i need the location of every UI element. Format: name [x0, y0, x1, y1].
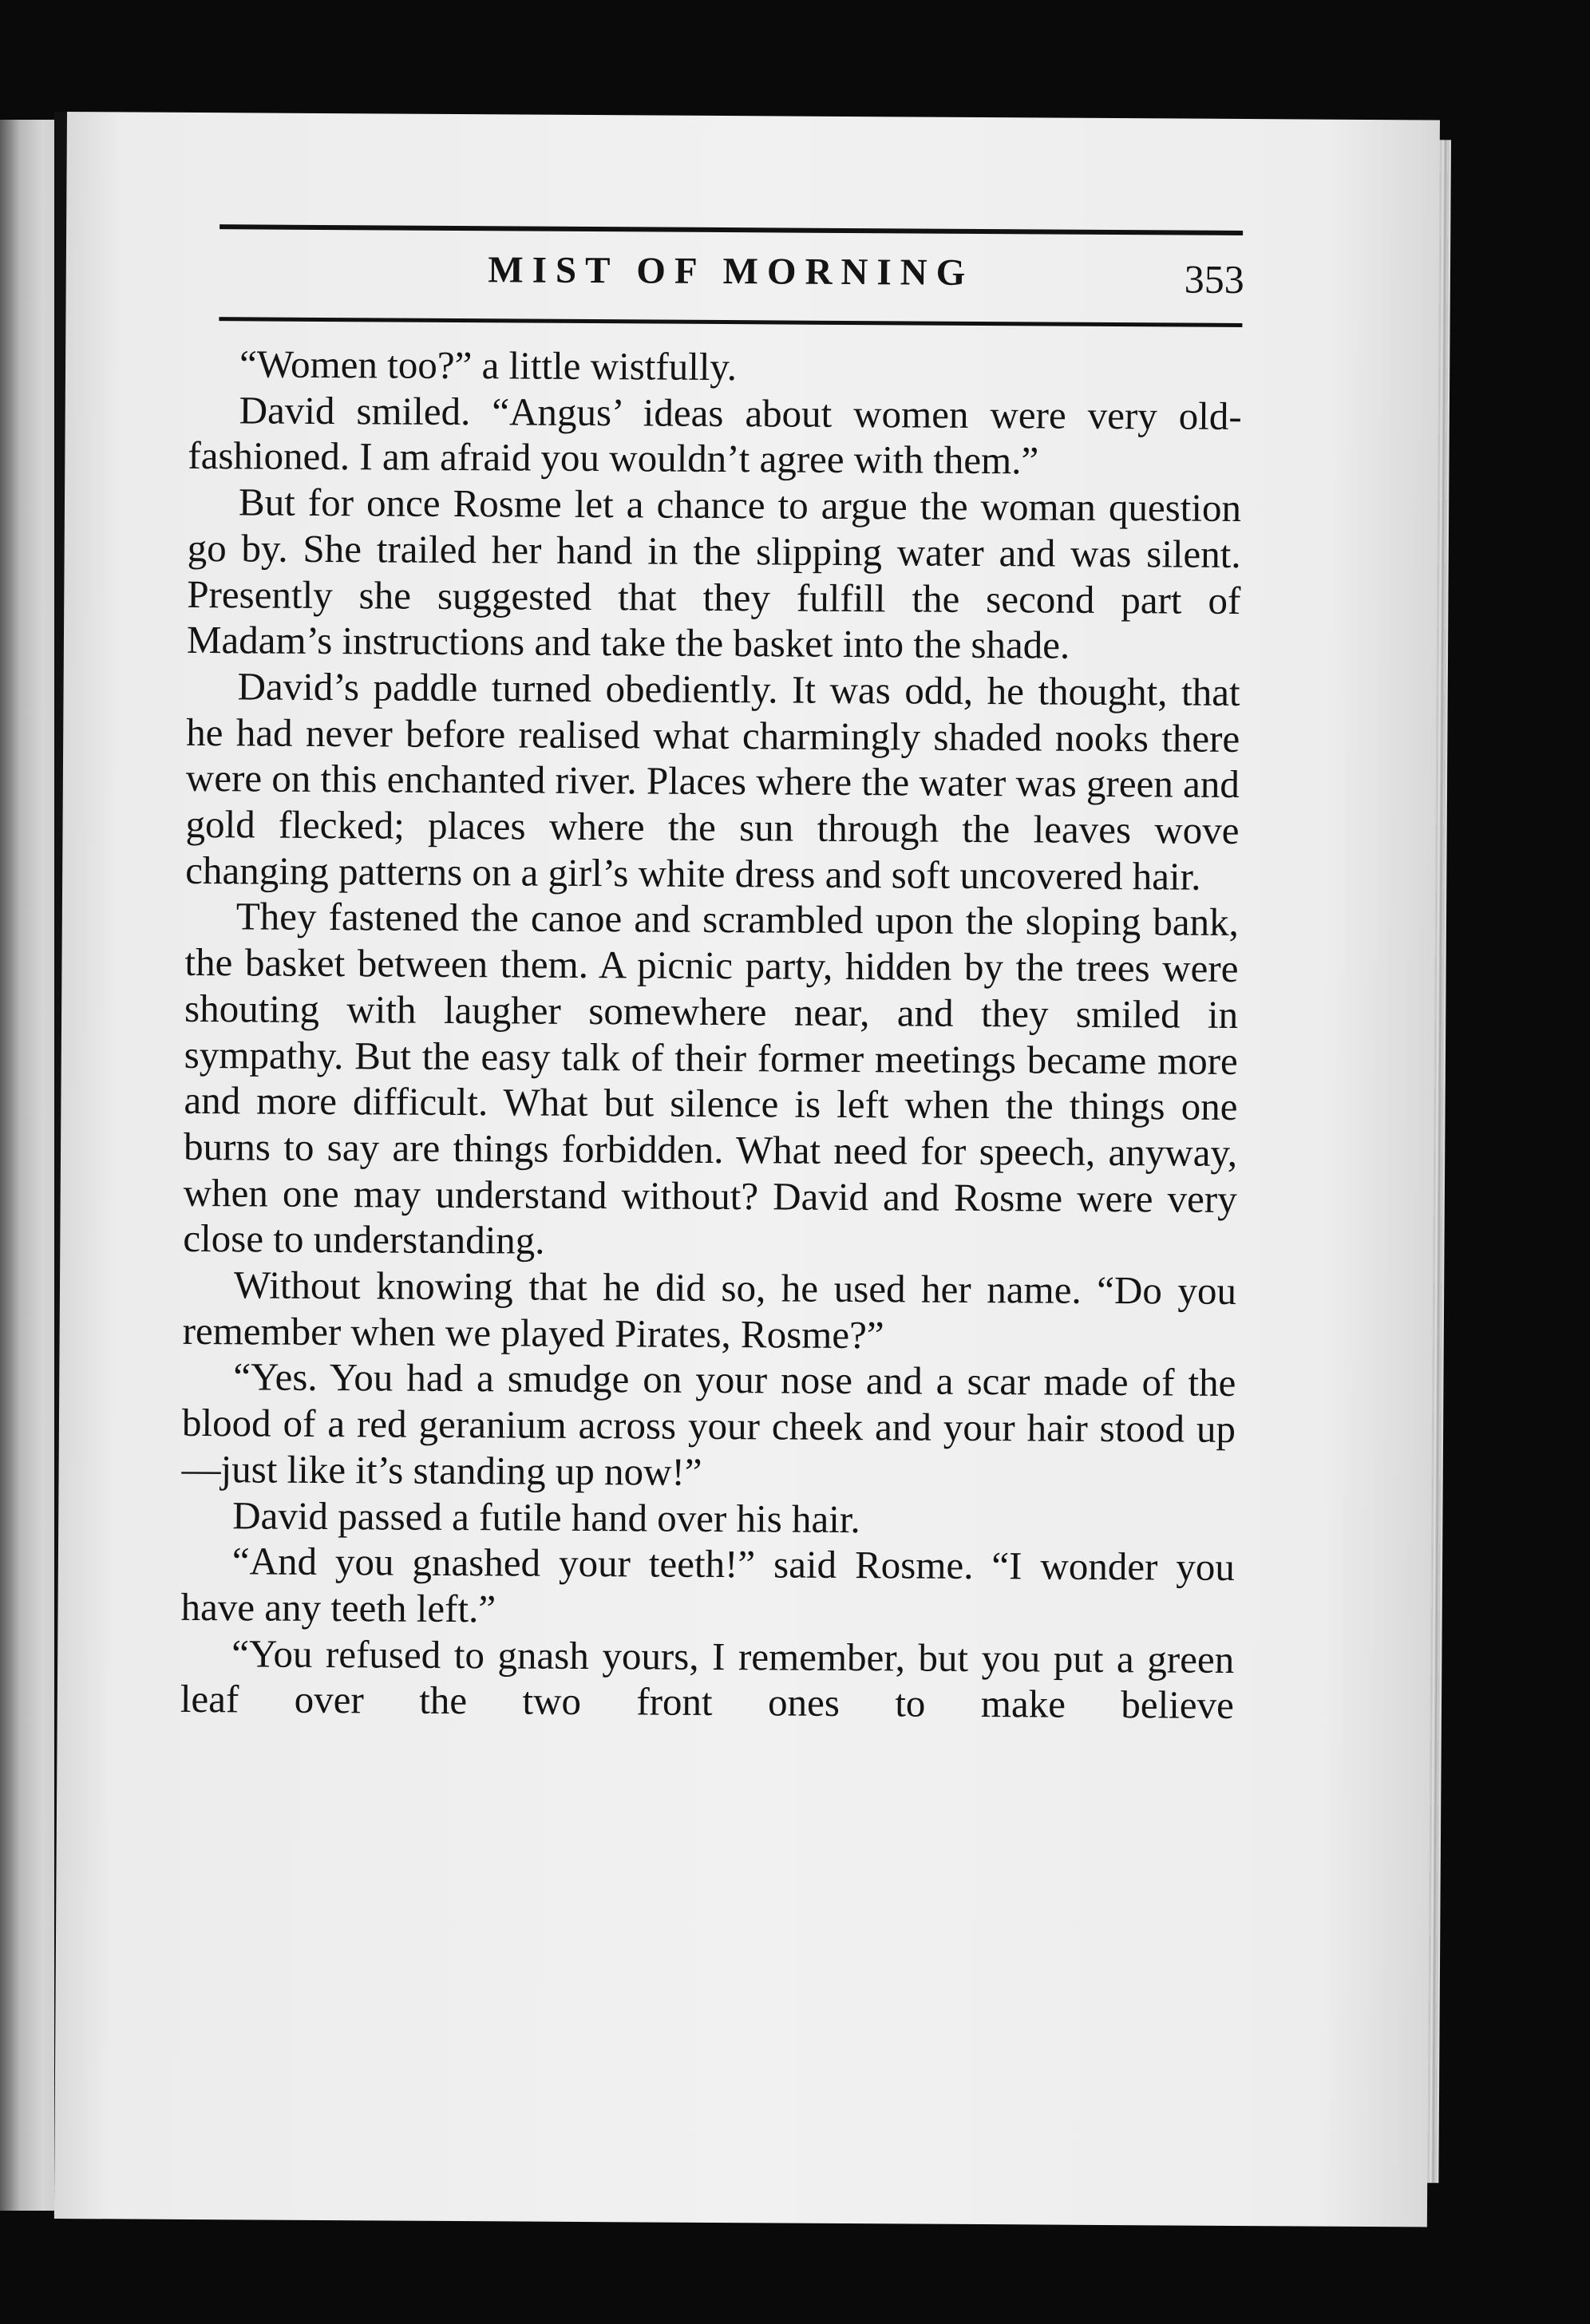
- page-number: 353: [1184, 256, 1244, 302]
- paragraph: Without knowing that he did so, he used her name. “Do you remember when we played Pirates, Rosme?”: [182, 1263, 1237, 1358]
- paragraph: “Women too?” a little wistfully.: [239, 342, 738, 389]
- book-page: [54, 112, 1440, 2227]
- paragraph: David smiled. “Angus’ ideas about women were very old-fashioned. I am afraid you wouldn’t agree with them.”: [188, 388, 1242, 483]
- previous-page-edge: [0, 120, 57, 2211]
- header-rule-top: [220, 224, 1243, 235]
- paragraph: But for once Rosme let a chance to argue the woman question go by. She trailed her hand in the slipping water and was silent. Presently she suggested that they fulfill the second part of Madam’s instructions and take the basket into the shade.: [186, 480, 1242, 667]
- body-text: [180, 341, 1243, 1729]
- running-title: MIST OF MORNING: [488, 249, 975, 294]
- paragraph: They fastened the canoe and scrambled upon the sloping bank, the basket between them. A picnic party, hidden by the trees were shouting with laugher somewhere near, and they smiled in sympathy. But the easy talk of their former meetings became more and more difficult. What but silence is left when the things one burns to say are things forbidden. What need for speech, anyway, when one may understand without? David and Rosme were very close to understanding.: [183, 894, 1239, 1263]
- paragraph: David’s paddle turned obediently. It was odd, he thought, that he had never before realised what charmingly shaded nooks there were on this enchanted river. Places where the water was green and gold flecked; places where the sun through the leaves wove changing patterns on a girl’s white dress and soft uncovered hair.: [185, 664, 1240, 899]
- paragraph: “You refused to gnash yours, I remember, but you put a green leaf over the two front ones to make believe: [180, 1630, 1235, 1728]
- paragraph: “And you gnashed your teeth!” said Rosme. “I wonder you have any teeth left.”: [180, 1539, 1236, 1631]
- paragraph: “Yes. You had a smudge on your nose and a scar made of the blood of a red geranium across your cheek and your hair stood up—just like it’s standing up now!”: [181, 1354, 1236, 1494]
- running-head: [220, 247, 1243, 309]
- paragraph: David passed a futile hand over his hair.: [232, 1492, 860, 1541]
- header-rule-bottom: [219, 317, 1242, 327]
